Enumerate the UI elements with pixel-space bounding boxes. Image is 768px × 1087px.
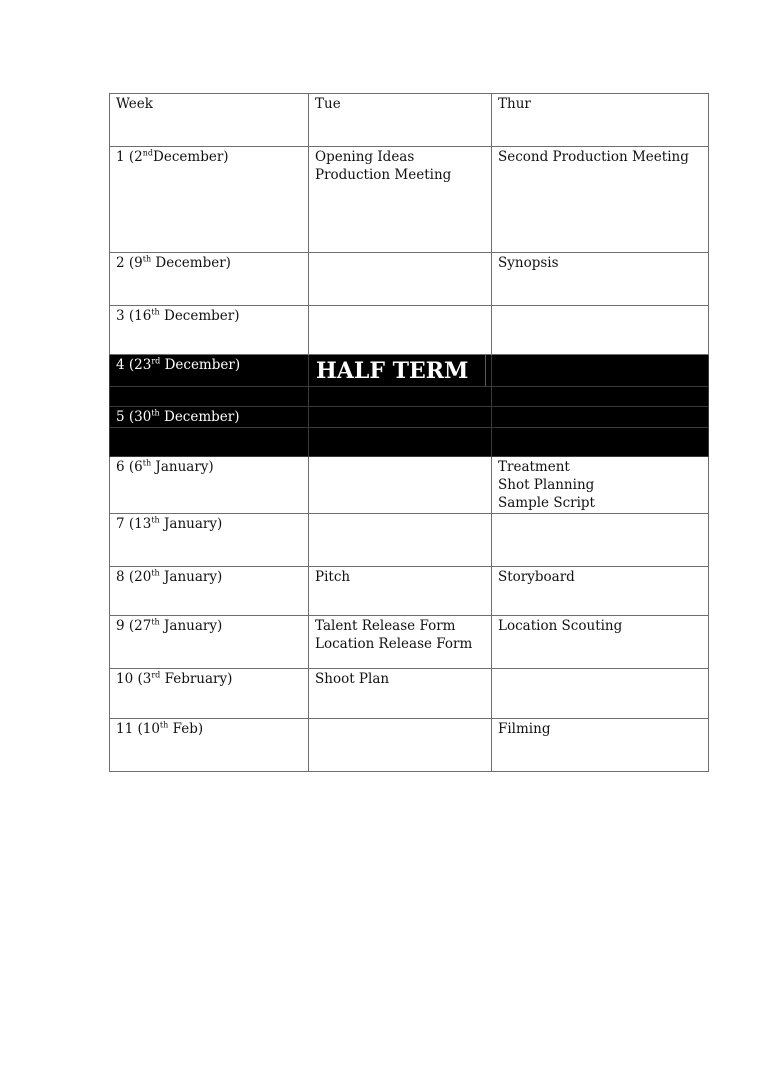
table-row: [110, 616, 709, 669]
header-thur: Thur: [492, 94, 709, 147]
week-cell: 3 (16th December): [110, 306, 309, 355]
week-cell: 11 (10th Feb): [110, 719, 309, 772]
week-cell: 7 (13th January): [110, 514, 309, 567]
thur-cell: [492, 567, 709, 616]
table-row: [110, 567, 709, 616]
spacer-cell: [492, 387, 709, 407]
tue-cell: [309, 355, 492, 387]
schedule-table: [109, 93, 709, 772]
table-row-half-term-spacer: [110, 387, 709, 407]
week-cell: 1 (2ndDecember): [110, 147, 309, 253]
task: Synopsis: [498, 255, 559, 271]
spacer-cell: [110, 387, 309, 407]
task: Second Production Meeting: [498, 149, 689, 165]
tue-cell: [309, 616, 492, 669]
thur-cell: [492, 457, 709, 514]
thur-cell: [492, 514, 709, 567]
spacer-cell: [492, 428, 709, 457]
tue-cell: [309, 669, 492, 719]
thur-cell: [492, 253, 709, 306]
task: Sample Script: [498, 495, 595, 511]
task: Shot Planning: [498, 477, 595, 493]
tue-cell: [309, 407, 492, 428]
week-cell: 9 (27th January): [110, 616, 309, 669]
task: Talent Release Form: [315, 618, 456, 634]
task: Filming: [498, 721, 551, 737]
thur-cell: [492, 719, 709, 772]
task: Location Scouting: [498, 618, 623, 634]
header-tue: Tue: [309, 94, 492, 147]
thur-cell: [492, 669, 709, 719]
week-cell: 4 (23rd December): [110, 355, 309, 387]
thur-cell: [492, 147, 709, 253]
week-cell: 5 (30th December): [110, 407, 309, 428]
table-row: [110, 147, 709, 253]
task: Opening Ideas: [315, 149, 415, 165]
thur-cell: [492, 407, 709, 428]
week-cell: 8 (20th January): [110, 567, 309, 616]
table-row-half-term: [110, 355, 709, 387]
header-week: Week: [110, 94, 309, 147]
table-row-half-term: [110, 407, 709, 428]
task: Production Meeting: [315, 167, 452, 183]
table-row: [110, 514, 709, 567]
task: Treatment: [498, 459, 570, 475]
table-row: [110, 253, 709, 306]
table-row: [110, 669, 709, 719]
tue-cell: [309, 306, 492, 355]
table-row: [110, 306, 709, 355]
tue-cell: [309, 147, 492, 253]
thur-cell: [492, 616, 709, 669]
tue-cell: [309, 457, 492, 514]
task: Pitch: [315, 569, 351, 585]
tue-cell: [309, 719, 492, 772]
spacer-cell: [309, 387, 492, 407]
tue-cell: [309, 567, 492, 616]
task: Shoot Plan: [315, 671, 390, 687]
table-row-half-term-spacer: [110, 428, 709, 457]
week-cell: 10 (3rd February): [110, 669, 309, 719]
table-row: [110, 457, 709, 514]
spacer-cell: [110, 428, 309, 457]
thur-cell: [492, 355, 709, 387]
task: Storyboard: [498, 569, 575, 585]
week-cell: 6 (6th January): [110, 457, 309, 514]
table-row: [110, 719, 709, 772]
tue-cell: [309, 253, 492, 306]
tue-cell: [309, 514, 492, 567]
task: Location Release Form: [315, 636, 473, 652]
half-term-label: HALF TERM: [316, 358, 469, 384]
table-header-row: [110, 94, 709, 147]
spacer-cell: [309, 428, 492, 457]
thur-cell: [492, 306, 709, 355]
week-cell: 2 (9th December): [110, 253, 309, 306]
